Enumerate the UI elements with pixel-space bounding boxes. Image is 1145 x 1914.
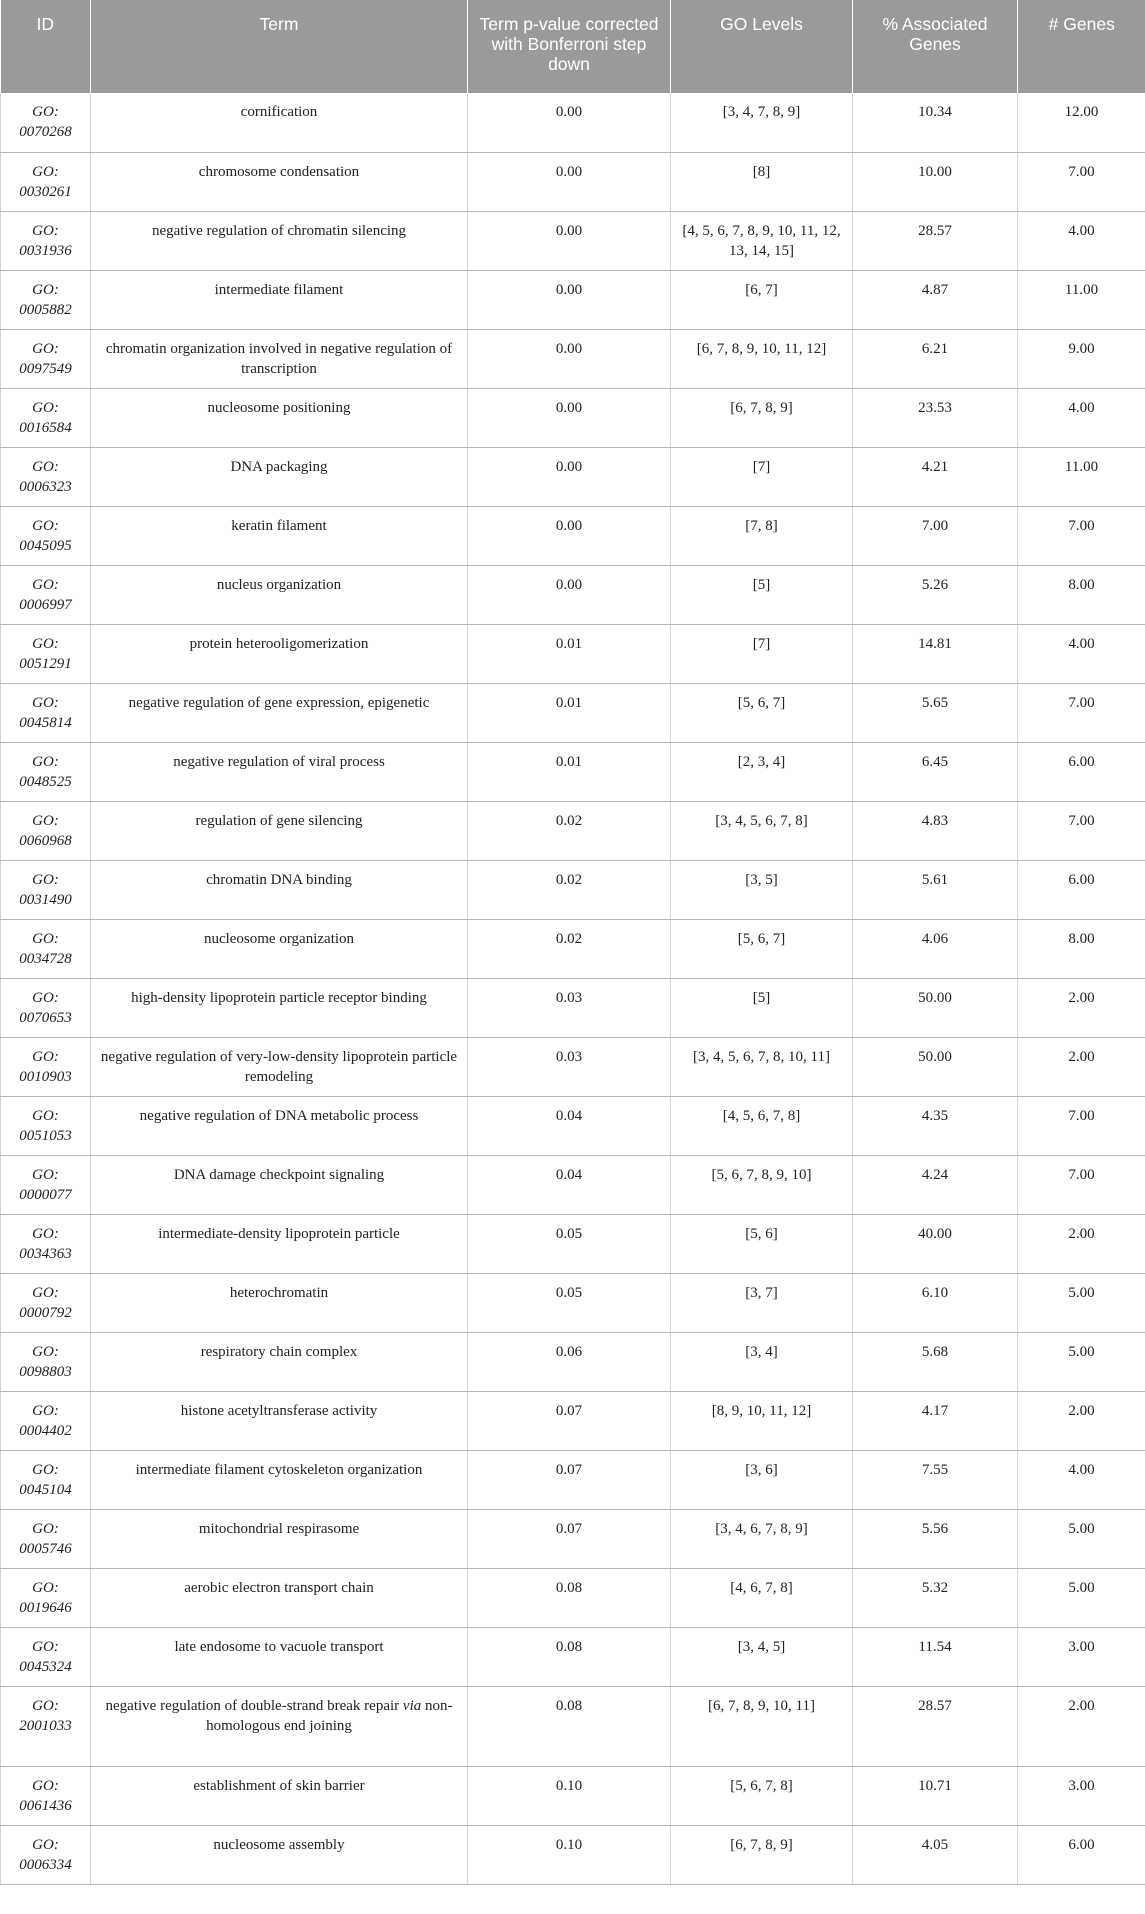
cell-gene-count: 6.00	[1018, 1825, 1145, 1884]
id-prefix: GO:	[32, 281, 59, 298]
cell-associated-genes: 4.83	[853, 801, 1018, 860]
id-prefix: GO:	[32, 1520, 59, 1537]
cell-id	[1, 1766, 91, 1825]
cell-gene-count: 11.00	[1018, 270, 1145, 329]
cell-term: aerobic electron transport chain	[91, 1568, 468, 1627]
cell-gene-count: 5.00	[1018, 1332, 1145, 1391]
cell-go-levels: [6, 7]	[671, 270, 853, 329]
id-prefix: GO:	[32, 1461, 59, 1478]
id-prefix: GO:	[32, 576, 59, 593]
cell-pvalue: 0.00	[468, 93, 671, 152]
table-row	[1, 565, 1145, 624]
cell-associated-genes: 28.57	[853, 211, 1018, 270]
table-row	[1, 919, 1145, 978]
cell-associated-genes: 6.21	[853, 329, 1018, 388]
cell-go-levels: [3, 4, 5, 6, 7, 8]	[671, 801, 853, 860]
cell-id	[1, 329, 91, 388]
cell-id	[1, 152, 91, 211]
id-number: 0097549	[19, 360, 72, 377]
cell-associated-genes: 4.05	[853, 1825, 1018, 1884]
cell-gene-count: 4.00	[1018, 624, 1145, 683]
cell-gene-count: 4.00	[1018, 388, 1145, 447]
table-row	[1, 683, 1145, 742]
id-prefix: GO:	[32, 222, 59, 239]
cell-term: keratin filament	[91, 506, 468, 565]
id-prefix: GO:	[32, 1402, 59, 1419]
cell-id	[1, 1214, 91, 1273]
cell-pvalue: 0.00	[468, 565, 671, 624]
cell-gene-count: 5.00	[1018, 1509, 1145, 1568]
cell-id	[1, 1037, 91, 1096]
table-row	[1, 1686, 1145, 1766]
header-row	[1, 0, 1145, 93]
table-row	[1, 506, 1145, 565]
table-row	[1, 801, 1145, 860]
cell-pvalue: 0.02	[468, 919, 671, 978]
table-row	[1, 152, 1145, 211]
cell-gene-count: 2.00	[1018, 1686, 1145, 1766]
cell-term: regulation of gene silencing	[91, 801, 468, 860]
id-prefix: GO:	[32, 871, 59, 888]
table-row	[1, 329, 1145, 388]
cell-go-levels: [7]	[671, 447, 853, 506]
cell-id	[1, 211, 91, 270]
table-body	[1, 93, 1145, 1884]
id-number: 0019646	[19, 1599, 72, 1616]
cell-pvalue: 0.10	[468, 1766, 671, 1825]
cell-pvalue: 0.07	[468, 1509, 671, 1568]
cell-go-levels: [5, 6, 7, 8, 9, 10]	[671, 1155, 853, 1214]
table-row	[1, 742, 1145, 801]
id-number: 0031936	[19, 242, 72, 259]
cell-term: negative regulation of viral process	[91, 742, 468, 801]
cell-associated-genes: 4.35	[853, 1096, 1018, 1155]
cell-associated-genes: 5.61	[853, 860, 1018, 919]
id-prefix: GO:	[32, 1225, 59, 1242]
cell-id	[1, 742, 91, 801]
cell-gene-count: 11.00	[1018, 447, 1145, 506]
cell-go-levels: [8, 9, 10, 11, 12]	[671, 1391, 853, 1450]
table-row	[1, 1155, 1145, 1214]
cell-go-levels: [3, 4, 5]	[671, 1627, 853, 1686]
cell-associated-genes: 23.53	[853, 388, 1018, 447]
cell-gene-count: 6.00	[1018, 742, 1145, 801]
table-row	[1, 93, 1145, 152]
table-row	[1, 1273, 1145, 1332]
header-go-levels: GO Levels	[671, 0, 853, 93]
table-row	[1, 1568, 1145, 1627]
cell-go-levels: [7]	[671, 624, 853, 683]
cell-id	[1, 1155, 91, 1214]
cell-term: chromatin DNA binding	[91, 860, 468, 919]
cell-gene-count: 8.00	[1018, 919, 1145, 978]
id-number: 0005746	[19, 1540, 72, 1557]
id-prefix: GO:	[32, 1284, 59, 1301]
cell-term: intermediate-density lipoprotein particle	[91, 1214, 468, 1273]
id-prefix: GO:	[32, 340, 59, 357]
table-row	[1, 1214, 1145, 1273]
cell-gene-count: 7.00	[1018, 683, 1145, 742]
cell-term: high-density lipoprotein particle receptor binding	[91, 978, 468, 1037]
cell-gene-count: 2.00	[1018, 1391, 1145, 1450]
cell-gene-count: 7.00	[1018, 801, 1145, 860]
cell-associated-genes: 5.68	[853, 1332, 1018, 1391]
cell-go-levels: [5]	[671, 978, 853, 1037]
cell-go-levels: [4, 5, 6, 7, 8]	[671, 1096, 853, 1155]
cell-pvalue: 0.00	[468, 270, 671, 329]
cell-go-levels: [5, 6, 7]	[671, 683, 853, 742]
id-number: 0006997	[19, 596, 72, 613]
cell-associated-genes: 10.71	[853, 1766, 1018, 1825]
term-text-italic: via	[402, 1697, 422, 1714]
cell-associated-genes: 10.34	[853, 93, 1018, 152]
id-number: 0051053	[19, 1127, 72, 1144]
cell-id	[1, 1568, 91, 1627]
cell-id	[1, 1509, 91, 1568]
cell-id	[1, 388, 91, 447]
cell-term: negative regulation of DNA metabolic process	[91, 1096, 468, 1155]
table-row	[1, 1766, 1145, 1825]
cell-pvalue: 0.00	[468, 388, 671, 447]
cell-gene-count: 5.00	[1018, 1273, 1145, 1332]
cell-go-levels: [3, 4]	[671, 1332, 853, 1391]
cell-id	[1, 978, 91, 1037]
id-number: 0061436	[19, 1797, 72, 1814]
cell-term: negative regulation of chromatin silencing	[91, 211, 468, 270]
cell-pvalue: 0.03	[468, 978, 671, 1037]
cell-term: cornification	[91, 93, 468, 152]
cell-pvalue: 0.00	[468, 506, 671, 565]
cell-id	[1, 1273, 91, 1332]
id-prefix: GO:	[32, 458, 59, 475]
id-number: 0000792	[19, 1304, 72, 1321]
cell-associated-genes: 5.26	[853, 565, 1018, 624]
header-associated-genes: % Associated Genes	[853, 0, 1018, 93]
cell-pvalue: 0.02	[468, 860, 671, 919]
id-number: 0010903	[19, 1068, 72, 1085]
cell-pvalue: 0.08	[468, 1686, 671, 1766]
cell-pvalue: 0.10	[468, 1825, 671, 1884]
cell-id	[1, 860, 91, 919]
cell-id	[1, 1332, 91, 1391]
cell-go-levels: [3, 4, 6, 7, 8, 9]	[671, 1509, 853, 1568]
id-prefix: GO:	[32, 1697, 59, 1714]
id-number: 0016584	[19, 419, 72, 436]
cell-term: nucleus organization	[91, 565, 468, 624]
id-number: 0045104	[19, 1481, 72, 1498]
cell-gene-count: 3.00	[1018, 1627, 1145, 1686]
cell-id	[1, 93, 91, 152]
cell-id	[1, 565, 91, 624]
cell-term: intermediate filament	[91, 270, 468, 329]
cell-id	[1, 1686, 91, 1766]
cell-term: intermediate filament cytoskeleton organization	[91, 1450, 468, 1509]
cell-go-levels: [6, 7, 8, 9, 10, 11, 12]	[671, 329, 853, 388]
cell-pvalue: 0.07	[468, 1391, 671, 1450]
cell-gene-count: 2.00	[1018, 978, 1145, 1037]
id-number: 0048525	[19, 773, 72, 790]
id-prefix: GO:	[32, 1048, 59, 1065]
table-row	[1, 1332, 1145, 1391]
table-row	[1, 211, 1145, 270]
cell-term: late endosome to vacuole transport	[91, 1627, 468, 1686]
id-prefix: GO:	[32, 1638, 59, 1655]
cell-associated-genes: 40.00	[853, 1214, 1018, 1273]
id-number: 0034363	[19, 1245, 72, 1262]
cell-id	[1, 1096, 91, 1155]
table-row	[1, 1037, 1145, 1096]
cell-gene-count: 2.00	[1018, 1214, 1145, 1273]
cell-gene-count: 7.00	[1018, 1096, 1145, 1155]
cell-term: chromatin organization involved in negative regulation of transcription	[91, 329, 468, 388]
header-term: Term	[91, 0, 468, 93]
table-header	[1, 0, 1145, 93]
cell-pvalue: 0.04	[468, 1155, 671, 1214]
cell-term: DNA damage checkpoint signaling	[91, 1155, 468, 1214]
cell-gene-count: 7.00	[1018, 152, 1145, 211]
id-number: 0051291	[19, 655, 72, 672]
id-number: 2001033	[19, 1717, 72, 1734]
id-number: 0045324	[19, 1658, 72, 1675]
cell-gene-count: 7.00	[1018, 506, 1145, 565]
table-row	[1, 1509, 1145, 1568]
cell-associated-genes: 10.00	[853, 152, 1018, 211]
id-prefix: GO:	[32, 1343, 59, 1360]
cell-associated-genes: 7.00	[853, 506, 1018, 565]
cell-pvalue: 0.05	[468, 1214, 671, 1273]
cell-term: DNA packaging	[91, 447, 468, 506]
id-prefix: GO:	[32, 812, 59, 829]
cell-go-levels: [5]	[671, 565, 853, 624]
cell-go-levels: [3, 7]	[671, 1273, 853, 1332]
cell-go-levels: [6, 7, 8, 9]	[671, 388, 853, 447]
cell-gene-count: 8.00	[1018, 565, 1145, 624]
cell-associated-genes: 6.45	[853, 742, 1018, 801]
cell-id	[1, 1627, 91, 1686]
cell-gene-count: 5.00	[1018, 1568, 1145, 1627]
term-text-end: non-homologous end joining	[206, 1697, 453, 1734]
table-row	[1, 1450, 1145, 1509]
cell-gene-count: 4.00	[1018, 211, 1145, 270]
header-gene-count: # Genes	[1018, 0, 1145, 93]
cell-associated-genes: 50.00	[853, 978, 1018, 1037]
id-prefix: GO:	[32, 1777, 59, 1794]
id-number: 0004402	[19, 1422, 72, 1439]
cell-pvalue: 0.02	[468, 801, 671, 860]
cell-term: nucleosome organization	[91, 919, 468, 978]
cell-id	[1, 683, 91, 742]
cell-pvalue: 0.00	[468, 447, 671, 506]
cell-pvalue: 0.04	[468, 1096, 671, 1155]
cell-term: mitochondrial respirasome	[91, 1509, 468, 1568]
cell-term: nucleosome positioning	[91, 388, 468, 447]
id-prefix: GO:	[32, 104, 59, 120]
cell-associated-genes: 11.54	[853, 1627, 1018, 1686]
cell-go-levels: [6, 7, 8, 9]	[671, 1825, 853, 1884]
id-number: 0045814	[19, 714, 72, 731]
id-prefix: GO:	[32, 1107, 59, 1124]
table-row	[1, 860, 1145, 919]
header-pvalue: Term p-value corrected with Bonferroni step down	[468, 0, 671, 93]
cell-go-levels: [4, 5, 6, 7, 8, 9, 10, 11, 12, 13, 14, 15]	[671, 211, 853, 270]
cell-go-levels: [4, 6, 7, 8]	[671, 1568, 853, 1627]
id-number: 0060968	[19, 832, 72, 849]
cell-associated-genes: 5.65	[853, 683, 1018, 742]
cell-pvalue: 0.07	[468, 1450, 671, 1509]
id-prefix: GO:	[32, 1166, 59, 1183]
cell-associated-genes: 28.57	[853, 1686, 1018, 1766]
id-number: 0031490	[19, 891, 72, 908]
cell-term: heterochromatin	[91, 1273, 468, 1332]
id-prefix: GO:	[32, 1836, 59, 1853]
table-row	[1, 1627, 1145, 1686]
cell-id	[1, 1450, 91, 1509]
table-row	[1, 447, 1145, 506]
cell-term: negative regulation of gene expression, epigenetic	[91, 683, 468, 742]
table-row	[1, 270, 1145, 329]
cell-pvalue: 0.01	[468, 624, 671, 683]
cell-associated-genes: 14.81	[853, 624, 1018, 683]
cell-gene-count: 9.00	[1018, 329, 1145, 388]
cell-go-levels: [3, 5]	[671, 860, 853, 919]
table-row	[1, 1391, 1145, 1450]
id-prefix: GO:	[32, 930, 59, 947]
cell-go-levels: [7, 8]	[671, 506, 853, 565]
cell-gene-count: 4.00	[1018, 1450, 1145, 1509]
cell-associated-genes: 4.21	[853, 447, 1018, 506]
cell-pvalue: 0.08	[468, 1568, 671, 1627]
cell-go-levels: [2, 3, 4]	[671, 742, 853, 801]
cell-id	[1, 624, 91, 683]
table-row	[1, 1825, 1145, 1884]
term-text-start: negative regulation of double-strand break repair	[105, 1697, 403, 1714]
id-number: 0005882	[19, 301, 72, 318]
cell-id	[1, 1825, 91, 1884]
cell-id	[1, 919, 91, 978]
cell-pvalue: 0.00	[468, 329, 671, 388]
id-number: 0006323	[19, 478, 72, 495]
cell-associated-genes: 4.06	[853, 919, 1018, 978]
id-number: 0000077	[19, 1186, 72, 1203]
id-number: 0070268	[19, 124, 72, 140]
id-number: 0006334	[19, 1856, 72, 1873]
cell-associated-genes: 50.00	[853, 1037, 1018, 1096]
cell-pvalue: 0.06	[468, 1332, 671, 1391]
id-prefix: GO:	[32, 989, 59, 1006]
cell-pvalue: 0.08	[468, 1627, 671, 1686]
cell-id	[1, 801, 91, 860]
cell-term: respiratory chain complex	[91, 1332, 468, 1391]
id-number: 0034728	[19, 950, 72, 967]
cell-go-levels: [5, 6, 7, 8]	[671, 1766, 853, 1825]
cell-associated-genes: 6.10	[853, 1273, 1018, 1332]
header-id: ID	[1, 0, 91, 93]
table-row	[1, 1096, 1145, 1155]
cell-go-levels: [3, 4, 7, 8, 9]	[671, 93, 853, 152]
id-prefix: GO:	[32, 753, 59, 770]
cell-pvalue: 0.05	[468, 1273, 671, 1332]
cell-go-levels: [6, 7, 8, 9, 10, 11]	[671, 1686, 853, 1766]
cell-pvalue: 0.00	[468, 152, 671, 211]
cell-pvalue: 0.03	[468, 1037, 671, 1096]
cell-go-levels: [3, 4, 5, 6, 7, 8, 10, 11]	[671, 1037, 853, 1096]
id-number: 0045095	[19, 537, 72, 554]
cell-associated-genes: 5.56	[853, 1509, 1018, 1568]
cell-pvalue: 0.00	[468, 211, 671, 270]
cell-gene-count: 12.00	[1018, 93, 1145, 152]
cell-term: histone acetyltransferase activity	[91, 1391, 468, 1450]
cell-pvalue: 0.01	[468, 742, 671, 801]
id-prefix: GO:	[32, 399, 59, 416]
cell-associated-genes: 7.55	[853, 1450, 1018, 1509]
cell-gene-count: 6.00	[1018, 860, 1145, 919]
id-number: 0030261	[19, 183, 72, 200]
id-prefix: GO:	[32, 1579, 59, 1596]
cell-term: chromosome condensation	[91, 152, 468, 211]
cell-pvalue: 0.01	[468, 683, 671, 742]
cell-id	[1, 506, 91, 565]
table-row	[1, 624, 1145, 683]
id-prefix: GO:	[32, 517, 59, 534]
cell-term: negative regulation of very-low-density lipoprotein particle remodeling	[91, 1037, 468, 1096]
id-prefix: GO:	[32, 635, 59, 652]
cell-associated-genes: 4.17	[853, 1391, 1018, 1450]
cell-go-levels: [3, 6]	[671, 1450, 853, 1509]
cell-gene-count: 3.00	[1018, 1766, 1145, 1825]
cell-term: establishment of skin barrier	[91, 1766, 468, 1825]
table-row	[1, 978, 1145, 1037]
cell-id	[1, 447, 91, 506]
cell-term: nucleosome assembly	[91, 1825, 468, 1884]
cell-go-levels: [5, 6]	[671, 1214, 853, 1273]
cell-id	[1, 1391, 91, 1450]
cell-gene-count: 2.00	[1018, 1037, 1145, 1096]
cell-term	[91, 1686, 468, 1766]
cell-go-levels: [5, 6, 7]	[671, 919, 853, 978]
cell-gene-count: 7.00	[1018, 1155, 1145, 1214]
id-prefix: GO:	[32, 163, 59, 180]
id-number: 0070653	[19, 1009, 72, 1026]
cell-associated-genes: 5.32	[853, 1568, 1018, 1627]
id-prefix: GO:	[32, 694, 59, 711]
table-row	[1, 388, 1145, 447]
cell-associated-genes: 4.87	[853, 270, 1018, 329]
cell-go-levels: [8]	[671, 152, 853, 211]
cell-id	[1, 270, 91, 329]
cell-associated-genes: 4.24	[853, 1155, 1018, 1214]
cell-term: protein heterooligomerization	[91, 624, 468, 683]
id-number: 0098803	[19, 1363, 72, 1380]
